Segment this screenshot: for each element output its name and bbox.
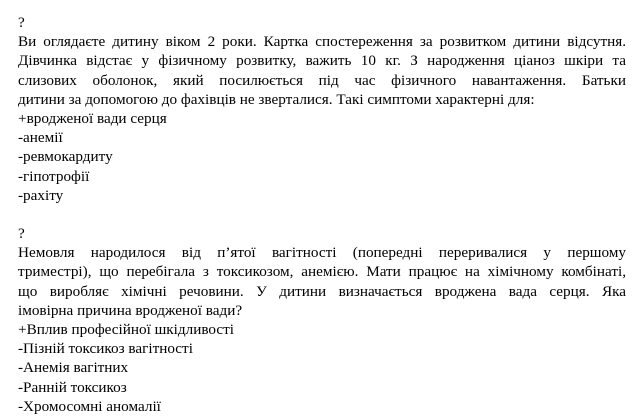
question-stem-line: Немовля народилося від п’ятої вагітності (попередні переривалися у першому bbox=[18, 244, 626, 262]
question-stem-line: імовірна причина вродженої вади? bbox=[18, 301, 243, 319]
answer-option-correct: +вродженої вади серця bbox=[18, 109, 167, 127]
answer-option: -гіпотрофії bbox=[18, 167, 90, 185]
question-block-2 bbox=[18, 224, 626, 416]
answer-option: -Пізній токсикоз вагітності bbox=[18, 340, 193, 358]
answer-option: -анемії bbox=[18, 129, 63, 147]
question-block-1 bbox=[18, 13, 626, 205]
answer-option: -Хромосомні аномалії bbox=[18, 397, 161, 415]
blank-line bbox=[18, 205, 626, 224]
answer-option: -рахіту bbox=[18, 186, 64, 204]
question-marker: ? bbox=[18, 14, 25, 31]
question-stem-line: слизових оболонок, який посилюється під час фізичного навантаження. Батьки bbox=[18, 71, 626, 89]
question-stem-line: Ви оглядаєте дитину віком 2 роки. Картка спостереження за розвитком дитини відсутня. bbox=[18, 33, 626, 51]
answer-option-correct: +Вплив професійної шкідливості bbox=[18, 321, 234, 338]
document-page bbox=[18, 13, 626, 416]
answer-option: -Анемія вагітних bbox=[18, 359, 129, 377]
answer-option: -Ранній токсикоз bbox=[18, 378, 127, 396]
question-marker: ? bbox=[18, 225, 25, 243]
answer-option: -ревмокардиту bbox=[18, 148, 113, 166]
question-stem-line: що виробляє хімічні речовини. У дитини визначається вроджена вада серця. Яка bbox=[18, 282, 626, 300]
question-stem-line: дитини за допомогою до фахівців не зверталися. Такі симптоми характерні для: bbox=[18, 90, 535, 108]
question-stem-line: триместрі), що перебігала з токсикозом, анемією. Мати працює на хімічному комбінаті, bbox=[18, 263, 626, 281]
question-stem-line: Дівчинка відстає у фізичному розвитку, важить 10 кг. З народження ціаноз шкіри та bbox=[18, 52, 626, 70]
